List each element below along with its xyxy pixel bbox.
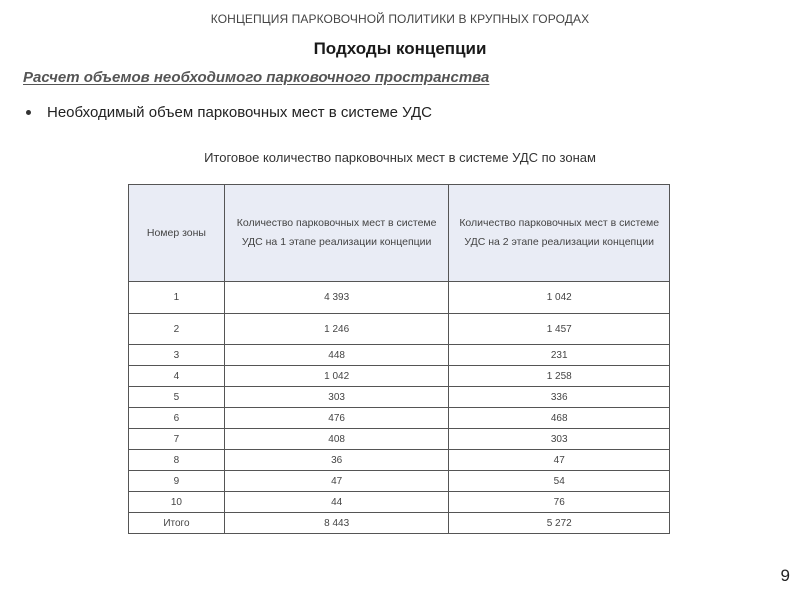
zone-cell: 3 <box>129 345 225 366</box>
stage-1-cell: 1 246 <box>224 314 449 345</box>
stage-2-cell: 1 457 <box>449 314 670 345</box>
stage-1-cell: 303 <box>224 387 449 408</box>
zone-cell: 10 <box>129 492 225 513</box>
stage-2-cell: 47 <box>449 450 670 471</box>
stage-1-cell: 36 <box>224 450 449 471</box>
stage-1-cell: 476 <box>224 408 449 429</box>
table-row <box>129 450 670 471</box>
zone-cell: 8 <box>129 450 225 471</box>
parking-zones-table <box>128 184 670 534</box>
table-row <box>129 492 670 513</box>
table-header-row <box>129 185 670 282</box>
table-row <box>129 387 670 408</box>
bullet-icon <box>26 110 31 115</box>
page-number: 9 <box>780 566 790 585</box>
zone-cell: 2 <box>129 314 225 345</box>
total-label-cell: Итого <box>129 513 225 534</box>
stage-2-cell: 468 <box>449 408 670 429</box>
stage-2-total-cell: 5 272 <box>449 513 670 534</box>
zone-cell: 9 <box>129 471 225 492</box>
table-row <box>129 471 670 492</box>
zone-cell: 6 <box>129 408 225 429</box>
column-header-stage-2: Количество парковочных мест в системе УДС на 2 этапе реализации концепции <box>449 185 670 282</box>
table-row <box>129 408 670 429</box>
table-row <box>129 345 670 366</box>
presentation-header: КОНЦЕПЦИЯ ПАРКОВОЧНОЙ ПОЛИТИКИ В КРУПНЫХ ГОРОДАХ <box>210 12 590 26</box>
zone-cell: 4 <box>129 366 225 387</box>
table-total-row <box>129 513 670 534</box>
table-row <box>129 429 670 450</box>
stage-2-cell: 76 <box>449 492 670 513</box>
stage-1-cell: 1 042 <box>224 366 449 387</box>
stage-2-cell: 231 <box>449 345 670 366</box>
stage-1-cell: 44 <box>224 492 449 513</box>
stage-1-total-cell: 8 443 <box>224 513 449 534</box>
bullet-text: Необходимый объем парковочных мест в системе УДС <box>47 104 433 121</box>
table-row <box>129 282 670 314</box>
stage-1-cell: 47 <box>224 471 449 492</box>
zone-cell: 1 <box>129 282 225 314</box>
stage-2-cell: 336 <box>449 387 670 408</box>
table-row <box>129 366 670 387</box>
stage-2-cell: 1 258 <box>449 366 670 387</box>
column-header-zone: Номер зоны <box>129 185 225 282</box>
slide-title: Подходы концепции <box>313 39 487 58</box>
column-header-stage-1: Количество парковочных мест в системе УДС на 1 этапе реализации концепции <box>224 185 449 282</box>
section-heading: Расчет объемов необходимого парковочного пространства <box>23 69 490 86</box>
stage-2-cell: 1 042 <box>449 282 670 314</box>
stage-1-cell: 4 393 <box>224 282 449 314</box>
stage-2-cell: 54 <box>449 471 670 492</box>
zone-cell: 5 <box>129 387 225 408</box>
bullet-item <box>26 104 432 121</box>
stage-1-cell: 408 <box>224 429 449 450</box>
stage-2-cell: 303 <box>449 429 670 450</box>
table-row <box>129 314 670 345</box>
stage-1-cell: 448 <box>224 345 449 366</box>
zone-cell: 7 <box>129 429 225 450</box>
table-caption: Итоговое количество парковочных мест в системе УДС по зонам <box>204 150 596 165</box>
